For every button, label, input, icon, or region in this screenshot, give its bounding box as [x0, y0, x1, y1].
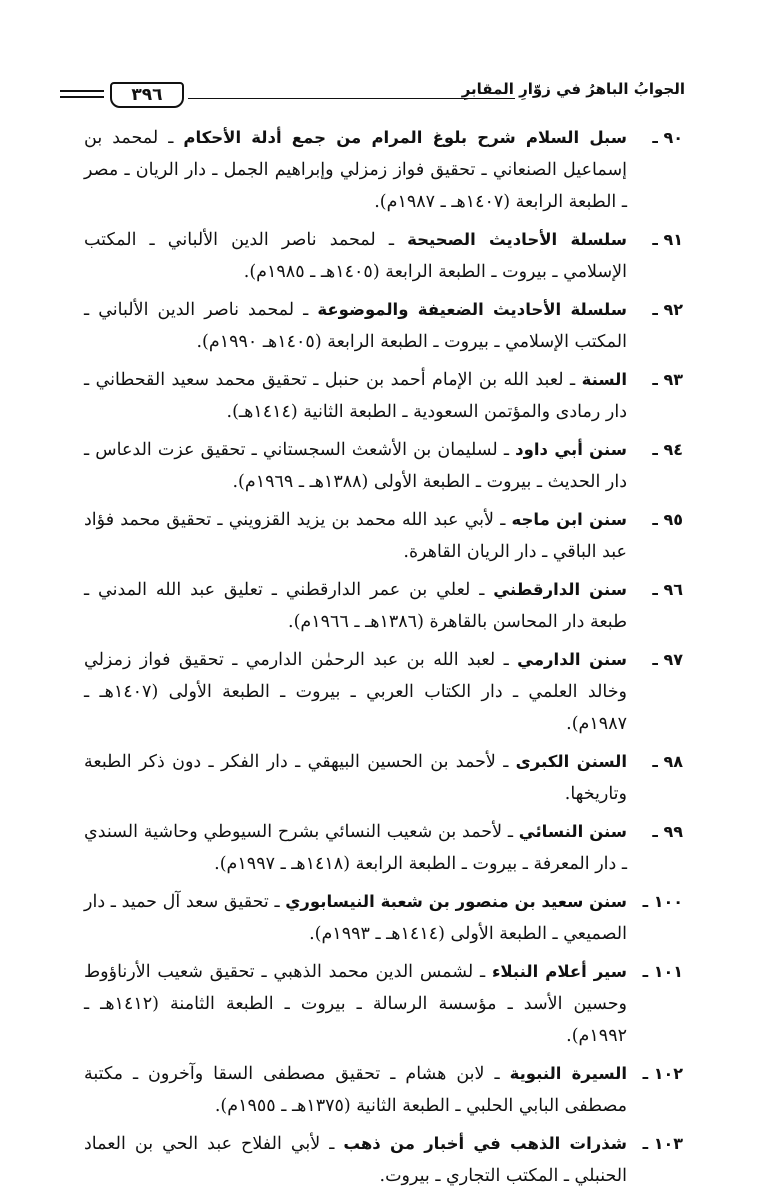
entry-number: ١٠١ ـ	[642, 962, 683, 981]
entry-title: السنن الكبرى	[515, 752, 627, 771]
entry-title: سنن ابن ماجه	[511, 510, 627, 529]
entry-details: ـ لمحمد ناصر الدين الألباني ـ المكتب الإسلامي ـ بيروت ـ الطبعة الرابعة (١٤٠٥هـ ١٩٩٠م).	[84, 300, 627, 352]
bibliography-entry	[84, 1058, 683, 1122]
bibliography-entry	[84, 364, 683, 428]
entry-number: ٩٧ ـ	[652, 650, 683, 669]
header-rule-left-top	[60, 90, 104, 92]
entry-title: شذرات الذهب في أخبار من ذهب	[343, 1134, 627, 1153]
entry-number: ١٠٢ ـ	[642, 1064, 683, 1083]
entry-number: ١٠٠ ـ	[642, 892, 683, 911]
entry-title: السنة	[581, 370, 627, 389]
bibliography-list	[84, 122, 683, 1198]
entry-number: ١٠٣ ـ	[642, 1134, 683, 1153]
bibliography-entry	[84, 886, 683, 950]
bibliography-entry	[84, 574, 683, 638]
entry-number: ٩٥ ـ	[652, 510, 683, 529]
entry-title: سنن الدارقطني	[493, 580, 627, 599]
entry-number: ٩٦ ـ	[652, 580, 683, 599]
entry-details: ـ لعلي بن عمر الدارقطني ـ تعليق عبد الله المدني ـ طبعة دار المحاسن بالقاهرة (١٣٨٦هـ ـ ١٩٦٦م).	[84, 580, 627, 632]
entry-title: سلسلة الأحاديث الضعيفة والموضوعة	[317, 300, 627, 319]
entry-details: ـ لأبي الفلاح عبد الحي بن العماد الحنبلي ـ المكتب التجاري ـ بيروت.	[84, 1134, 627, 1186]
entry-title: سنن النسائي	[518, 822, 628, 841]
bibliography-entry	[84, 122, 683, 218]
entry-title: السيرة النبوية	[509, 1064, 627, 1083]
entry-title: سلسلة الأحاديث الصحيحة	[407, 230, 627, 249]
header-rule	[188, 98, 515, 99]
entry-details: ـ لعبد الله بن عبد الرحمٰن الدارمي ـ تحقيق فواز زمزلي وخالد العلمي ـ دار الكتاب العربي ـ بيروت ـ الطبعة الأولى (١٤٠٧هـ ـ ١٩٨٧م).	[84, 650, 627, 734]
entry-details: ـ لأحمد بن الحسين البيهقي ـ دار الفكر ـ دون ذكر الطبعة وتاريخها.	[84, 752, 627, 804]
bibliography-entry	[84, 294, 683, 358]
entry-number: ٩٨ ـ	[652, 752, 683, 771]
bibliography-entry	[84, 1128, 683, 1192]
entry-details: ـ لسليمان بن الأشعث السجستاني ـ تحقيق عزت الدعاس ـ دار الحديث ـ بيروت ـ الطبعة الأولى (١٣٨٨هـ ـ ١٩٦٩م).	[84, 440, 627, 492]
entry-number: ٩٤ ـ	[652, 440, 683, 459]
running-title: الجوابُ الباهرُ في زوّارِ المقابرِ	[461, 80, 685, 98]
page-header	[60, 78, 685, 118]
entry-details: ـ لمحمد بن إسماعيل الصنعاني ـ تحقيق فواز زمزلي وإبراهيم الجمل ـ دار الريان ـ مصر ـ الطبعة الرابعة (١٤٠٧هـ ـ ١٩٨٧م).	[84, 128, 627, 212]
entry-number: ٩١ ـ	[652, 230, 683, 249]
entry-details: ـ لابن هشام ـ تحقيق مصطفى السقا وآخرون ـ مكتبة مصطفى البابي الحلبي ـ الطبعة الثانية (١٣٧٥هـ ـ ١٩٥٥م).	[84, 1064, 627, 1116]
entry-number: ٩٣ ـ	[652, 370, 683, 389]
entry-details: ـ لشمس الدين محمد الذهبي ـ تحقيق شعيب الأرناؤوط وحسين الأسد ـ مؤسسة الرسالة ـ بيروت ـ الطبعة الثامنة (١٤١٢هـ ـ ١٩٩٢م).	[84, 962, 627, 1046]
entry-number: ٩٩ ـ	[652, 822, 683, 841]
entry-title: سنن أبي داود	[515, 440, 627, 459]
bibliography-entry	[84, 644, 683, 740]
entry-details: ـ لعبد الله بن الإمام أحمد بن حنبل ـ تحقيق محمد سعيد القحطاني ـ دار رمادى والمؤتمن السعودية ـ الطبعة الثانية (١٤١٤هـ).	[84, 370, 627, 422]
entry-details: ـ لأحمد بن شعيب النسائي بشرح السيوطي وحاشية السندي ـ دار المعرفة ـ بيروت ـ الطبعة الرابعة (١٤١٨هـ ـ ١٩٩٧م).	[84, 822, 627, 874]
header-rule-left-bottom	[60, 96, 104, 98]
bibliography-entry	[84, 816, 683, 880]
bibliography-entry	[84, 434, 683, 498]
entry-details: ـ لأبي عبد الله محمد بن يزيد القزويني ـ تحقيق محمد فؤاد عبد الباقي ـ دار الريان القاهرة.	[84, 510, 627, 562]
entry-number: ٩٠ ـ	[652, 128, 683, 147]
entry-details: ـ لمحمد ناصر الدين الألباني ـ المكتب الإسلامي ـ بيروت ـ الطبعة الرابعة (١٤٠٥هـ ـ ١٩٨٥م).	[84, 230, 627, 282]
bibliography-entry	[84, 956, 683, 1052]
entry-title: سنن الدارمي	[517, 650, 627, 669]
entry-details: ـ تحقيق سعد آل حميد ـ دار الصميعي ـ الطبعة الأولى (١٤١٤هـ ـ ١٩٩٣م).	[84, 892, 627, 944]
entry-title: سنن سعيد بن منصور بن شعبة النيسابوري	[285, 892, 627, 911]
bibliography-entry	[84, 504, 683, 568]
page-number: ٣٩٦	[110, 82, 184, 108]
bibliography-entry	[84, 746, 683, 810]
bibliography-entry	[84, 224, 683, 288]
entry-number: ٩٢ ـ	[652, 300, 683, 319]
entry-title: سبل السلام شرح بلوغ المرام من جمع أدلة الأحكام	[183, 128, 628, 147]
entry-title: سير أعلام النبلاء	[491, 962, 627, 981]
